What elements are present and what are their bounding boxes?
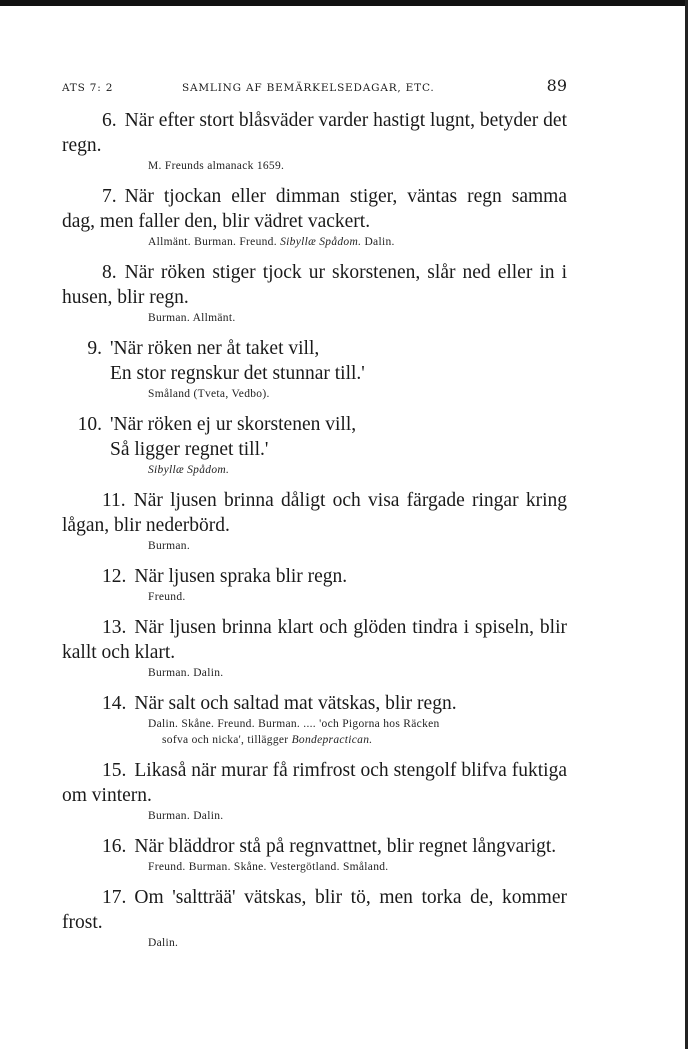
entry-source: Allmänt. Burman. Freund. Sibyllæ Spådom. Dalin. bbox=[148, 236, 395, 248]
entry-verse: 10. 'När röken ej ur skorstenen vill, Så ligger regnet till.' bbox=[62, 412, 567, 462]
entry-source: Sibyllæ Spådom. bbox=[148, 464, 230, 476]
entry-14 bbox=[62, 691, 567, 748]
entry-source: Burman. Dalin. bbox=[148, 667, 224, 679]
entry-number: 17. bbox=[102, 887, 127, 908]
entry-12 bbox=[62, 564, 567, 605]
entry-source-continued: sofva och nicka', tillägger Bondepractican. bbox=[162, 734, 373, 746]
entry-number: 6. bbox=[102, 110, 117, 131]
entry-number: 7. bbox=[102, 186, 117, 207]
entry-15 bbox=[62, 758, 567, 824]
entry-verse: 9. 'När röken ner åt taket vill, En stor regnskur det stunnar till.' bbox=[62, 336, 567, 386]
entry-text: 11. När ljusen brinna dåligt och visa färgade ringar kring lågan, blir nederbörd. bbox=[62, 490, 567, 536]
entry-source: Burman. Allmänt. bbox=[148, 312, 236, 324]
entry-source: Burman. bbox=[148, 540, 191, 552]
page-border-top bbox=[0, 0, 688, 6]
entry-text: 15. Likaså när murar få rimfrost och stengolf blifva fuktiga om vintern. bbox=[62, 760, 567, 806]
entry-number: 14. bbox=[102, 693, 127, 714]
entry-16 bbox=[62, 834, 567, 875]
entry-text: 6. När efter stort blåsväder varder hastigt lugnt, betyder det regn. bbox=[62, 110, 568, 156]
entry-number: 15. bbox=[102, 760, 127, 781]
entry-number: 8. bbox=[102, 262, 117, 283]
entry-9 bbox=[62, 336, 567, 402]
entry-number: 16. bbox=[102, 836, 127, 857]
entry-source: Småland (Tveta, Vedbo). bbox=[148, 388, 270, 400]
entry-number: 12. bbox=[102, 566, 127, 587]
page-header bbox=[62, 76, 567, 98]
page-number: 89 bbox=[546, 76, 567, 95]
entry-source: Burman. Dalin. bbox=[148, 810, 224, 822]
entry-8 bbox=[62, 260, 567, 326]
entry-number: 9. bbox=[87, 338, 102, 359]
entry-6 bbox=[62, 108, 567, 174]
entry-text: 16. När bläddror stå på regnvattnet, blir regnet långvarigt. bbox=[102, 836, 557, 857]
page-body bbox=[62, 108, 567, 961]
entry-number: 10. bbox=[77, 414, 102, 435]
entry-source: Freund. bbox=[148, 591, 186, 603]
entry-source: M. Freunds almanack 1659. bbox=[148, 160, 285, 172]
series-label: ATS 7: 2 bbox=[62, 82, 114, 94]
running-title: SAMLING AF BEMÄRKELSEDAGAR, ETC. bbox=[182, 82, 435, 94]
entry-text: 14. När salt och saltad mat vätskas, blir regn. bbox=[102, 693, 457, 714]
entry-source: Dalin. bbox=[148, 937, 179, 949]
entry-text: 17. Om 'saltträä' vätskas, blir tö, men torka de, kommer frost. bbox=[62, 887, 567, 933]
entry-10 bbox=[62, 412, 567, 478]
entry-text: 12. När ljusen spraka blir regn. bbox=[102, 566, 348, 587]
entry-7 bbox=[62, 184, 567, 250]
entry-11 bbox=[62, 488, 567, 554]
entry-source: Freund. Burman. Skåne. Vestergötland. Småland. bbox=[148, 861, 389, 873]
entry-13 bbox=[62, 615, 567, 681]
entry-text: 13. När ljusen brinna klart och glöden tindra i spiseln, blir kallt och klart. bbox=[62, 617, 567, 663]
entry-17 bbox=[62, 885, 567, 951]
entry-text: 8. När röken stiger tjock ur skorstenen, slår ned eller in i husen, blir regn. bbox=[62, 262, 567, 308]
entry-text: 7. När tjockan eller dimman stiger, väntas regn samma dag, men faller den, blir vädret vackert. bbox=[62, 186, 567, 232]
entry-source: Dalin. Skåne. Freund. Burman. .... 'och Pigorna hos Räcken bbox=[148, 718, 440, 730]
entry-number: 13. bbox=[102, 617, 127, 638]
entry-number: 11. bbox=[102, 490, 126, 511]
